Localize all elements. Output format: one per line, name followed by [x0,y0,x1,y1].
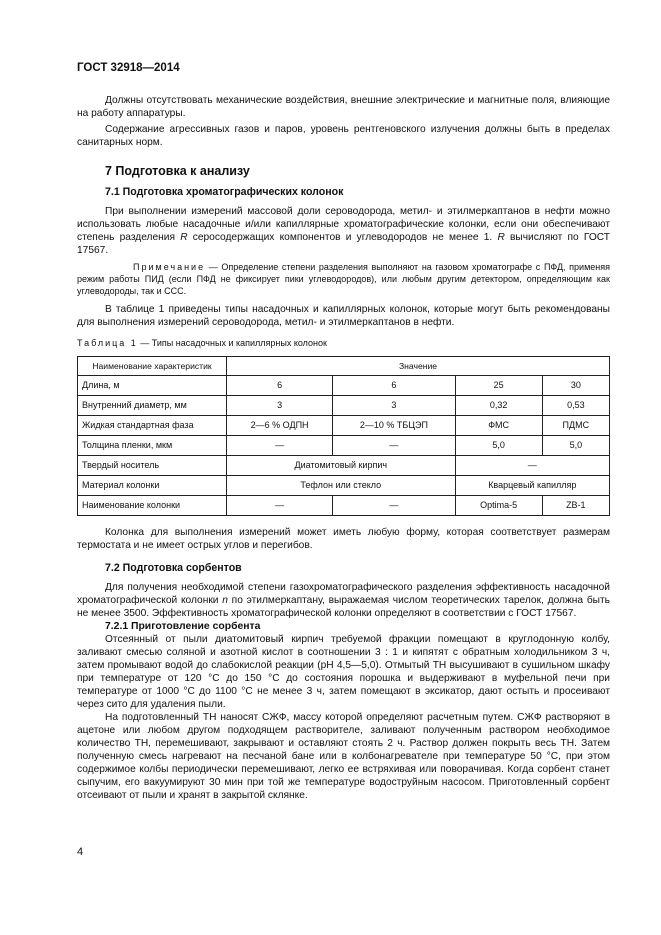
section-7-1-paragraph-1: При выполнении измерений массовой доли сероводорода, метил- и этилмеркаптанов в нефти можно использовать любые насадочные и/или капиллярные хроматографические колонки, если они обеспечивают степень разделения R серосодержащих компонентов и углеводородов не менее 1. R вычисляют по ГОСТ 17567. [77,206,611,256]
table-row: Длина, м 6 6 25 30 [78,376,610,396]
note-label: Примечание [133,262,206,272]
table-header-value: Значение [227,357,610,376]
standard-header: ГОСТ 32918—2014 [77,62,180,74]
table-row: Внутренний диаметр, мм 3 3 0,32 0,53 [78,396,610,416]
intro-paragraph-2: Содержание агрессивных газов и паров, уровень рентгеновского излучения должны быть в пределах санитарных норм. [77,124,610,148]
page-content [77,94,610,802]
table-row: Толщина пленки, мкм — — 5,0 5,0 [78,436,610,456]
table-row: Наименование колонки — — Optima-5 ZB-1 [78,496,610,516]
table-row: Жидкая стандартная фаза 2—6 % ОДПН 2—10 % ТБЦЭП ФМС ПДМС [78,416,610,436]
intro-paragraph-1: Должны отсутствовать механические воздействия, внешние электрические и магнитные поля, влияющие на работу аппаратуры. [77,95,610,119]
page-number: 4 [77,846,84,858]
section-7-title: 7 Подготовка к анализу [105,164,250,178]
symbol-r: R [180,232,188,243]
note-text: — Определение степени разделения выполняют на газовом хроматографе с ПФД, применяя режим работы ПИД (если ПФД не фиксирует пики углеводородов), или любым другим детектором, определяющим как углеводороды, так и ССС. [77,262,610,296]
section-7-2-title: 7.2 Подготовка сорбентов [105,562,242,574]
note [77,261,610,297]
table-caption: Таблица 1 — Типы насадочных и капиллярных колонок [77,338,327,348]
section-7-2-1-paragraph-1: Отсеянный от пыли диатомитовый кирпич требуемой фракции помещают в круглодонную колбу, заливают смесью соляной и азотной кислот в соотношении 3 : 1 и кипятят с обратным холодильником 3 ч, затем промывают водой до слабокислой реакции (рН 4,5—5,0). Отмытый ТН высушивают в сушильном шкафу при температуре от 120 °С до 150 °С до состояния порошка и выдерживают в муфельной печи при температуре от 1000 °С до 1100 °С не менее 3 ч, затем помещают в эксикатор, дают остыть и просеивают через сито для удаления пыли. [77,634,610,710]
symbol-r: R [497,232,505,243]
symbol-n: n [222,595,228,606]
table-header-name: Наименование характеристик [78,357,227,376]
section-7-1-title: 7.1 Подготовка хроматографических колонок [105,186,344,198]
table-header-row [78,357,610,376]
after-table-paragraph: Колонка для выполнения измерений может иметь любую форму, которая соответствует размерам термостата и не имеет острых углов и перегибов. [77,527,610,551]
section-7-1-paragraph-2: В таблице 1 приведены типы насадочных и капиллярных колонок, которые могут быть рекомендованы для выполнения измерений сероводорода, метил- и этилмеркаптанов в нефти. [77,304,610,328]
section-7-2-paragraph: Для получения необходимой степени газохроматографического разделения эффективность насадочной хроматографической колонки n по этилмеркаптану, выражаемая числом теоретических тарелок, должна быть не менее 3500. Эффективность хроматографической колонки определяют в соответствии с ГОСТ 17567. [77,582,610,619]
columns-table [77,356,610,516]
table-row: Твердый носитель Диатомитовый кирпич — [78,456,610,476]
table-row: Материал колонки Тефлон или стекло Кварцевый капилляр [78,476,610,496]
section-7-2-1-title: 7.2.1 Приготовление сорбента [105,621,261,632]
section-7-2-1-paragraph-2: На подготовленный ТН наносят СЖФ, массу которой определяют расчетным путем. СЖФ растворяют в ацетоне или любом другом подходящем растворителе, заливают полученным раствором необходимое количество ТН, перемешивают, закрывают и оставляют стоять 2 ч. Раствор должен покрыть весь ТН. Затем полученную смесь нагревают на песчаной бане или в колбонагревателе при температуре 50 °С, при этом содержимое колбы периодически перемешивают, легко ее встряхивая или поворачивая. Когда сорбент станет сыпучим, его вакуумируют 30 мин при той же температуре водоструйным насосом. Приготовленный сорбент отсеивают от пыли и хранят в закрытой склянке. [77,712,610,801]
